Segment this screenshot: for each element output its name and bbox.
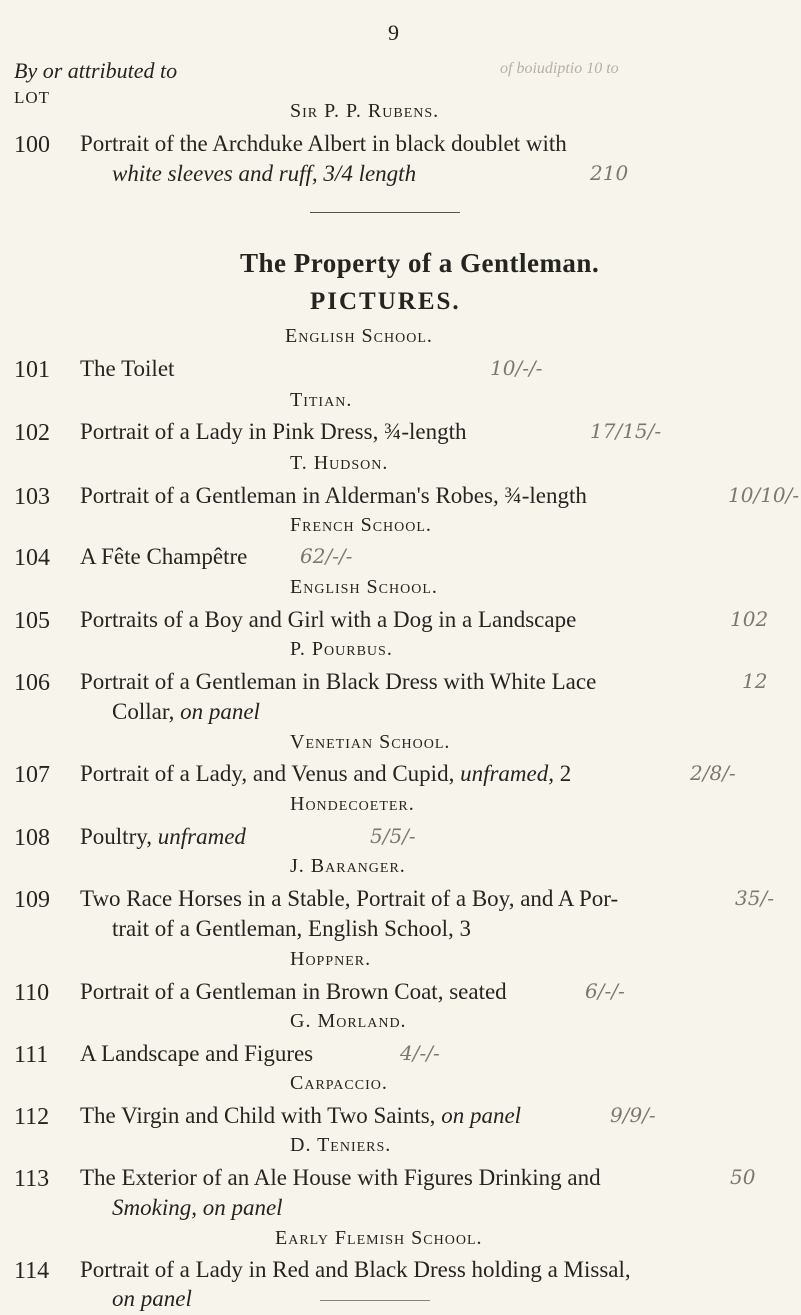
artist-heading: Sir P. P. Rubens. bbox=[290, 100, 440, 122]
handwritten-price: 10/10/- bbox=[728, 483, 800, 507]
lot-number: 112 bbox=[14, 1104, 50, 1130]
artist-heading: English School. bbox=[285, 325, 433, 347]
lot-number: 106 bbox=[14, 670, 50, 696]
lot-description: Portrait of the Archduke Albert in black doublet with bbox=[80, 131, 567, 156]
lot-description-cont: trait of a Gentleman, English School, 3 bbox=[112, 916, 471, 941]
divider bbox=[310, 212, 460, 213]
lot-number: 101 bbox=[14, 357, 50, 383]
lot-description-cont: white sleeves and ruff, 3/4 length bbox=[112, 161, 417, 186]
lot-description: The Exterior of an Ale House with Figures Drinking and bbox=[80, 1165, 601, 1190]
lot-description: The Toilet bbox=[80, 356, 175, 381]
section-subtitle: PICTURES. bbox=[310, 288, 461, 315]
artist-heading: G. Morland. bbox=[290, 1010, 407, 1032]
lot-description: Portrait of a Lady in Pink Dress, ¾-length bbox=[80, 419, 467, 444]
handwritten-price: 6/-/- bbox=[585, 979, 625, 1003]
lot-number: 100 bbox=[14, 132, 50, 158]
artist-heading: D. Teniers. bbox=[290, 1134, 392, 1156]
artist-heading: P. Pourbus. bbox=[290, 638, 393, 660]
handwritten-price: 9/9/- bbox=[610, 1103, 656, 1127]
artist-heading: Venetian School. bbox=[290, 731, 451, 753]
lot-number: 110 bbox=[14, 980, 50, 1006]
lot-description-cont: Collar, on panel bbox=[112, 699, 260, 724]
handwritten-price: 12 bbox=[742, 669, 768, 693]
handwritten-price: 50 bbox=[730, 1165, 756, 1189]
lot-description: Portrait of a Gentleman in Alderman's Robes, ¾-length bbox=[80, 483, 587, 508]
artist-heading: French School. bbox=[290, 514, 432, 536]
header-attribution: By or attributed to bbox=[14, 58, 178, 83]
handwritten-price: 62/-/- bbox=[300, 544, 353, 568]
lot-number: 107 bbox=[14, 762, 50, 788]
lot-description: Poultry, unframed bbox=[80, 824, 246, 849]
lot-number: 104 bbox=[14, 545, 50, 571]
handwritten-price: 5/5/- bbox=[370, 824, 416, 848]
lot-number: 109 bbox=[14, 887, 50, 913]
artist-heading: Hondecoeter. bbox=[290, 793, 415, 815]
lot-column-label: LOT bbox=[14, 88, 51, 107]
lot-description: Two Race Horses in a Stable, Portrait of a Boy, and A Por- bbox=[80, 886, 619, 911]
handwritten-price: 210 bbox=[590, 161, 629, 185]
handwritten-price: 2/8/- bbox=[690, 761, 736, 785]
artist-heading: English School. bbox=[290, 576, 438, 598]
section-title: The Property of a Gentleman. bbox=[240, 248, 600, 278]
handwritten-price: 17/15/- bbox=[590, 419, 662, 443]
lot-description: Portrait of a Gentleman in Black Dress with White Lace bbox=[80, 669, 597, 694]
lot-number: 111 bbox=[14, 1042, 49, 1068]
bleed-through-text: of boiudiptio 10 to bbox=[500, 60, 619, 77]
artist-heading: Carpaccio. bbox=[290, 1072, 388, 1094]
lot-description: The Virgin and Child with Two Saints, on panel bbox=[80, 1103, 522, 1128]
lot-description: Portrait of a Gentleman in Brown Coat, seated bbox=[80, 979, 507, 1004]
lot-description-cont: on panel bbox=[112, 1286, 192, 1311]
lot-description: Portrait of a Lady, and Venus and Cupid, unframed, 2 bbox=[80, 761, 572, 786]
lot-description: A Landscape and Figures bbox=[80, 1041, 314, 1066]
lot-number: 103 bbox=[14, 484, 50, 510]
page-number: 9 bbox=[388, 20, 399, 45]
artist-heading: Titian. bbox=[290, 389, 353, 411]
artist-heading: J. Baranger. bbox=[290, 855, 406, 877]
handwritten-price: 35/- bbox=[735, 886, 774, 910]
handwritten-price: 4/-/- bbox=[400, 1041, 440, 1065]
lot-description: Portrait of a Lady in Red and Black Dress holding a Missal, bbox=[80, 1257, 631, 1282]
lot-description-cont: Smoking, on panel bbox=[112, 1195, 283, 1220]
lot-number: 105 bbox=[14, 608, 50, 634]
artist-heading: T. Hudson. bbox=[290, 452, 389, 474]
lot-number: 108 bbox=[14, 825, 50, 851]
handwritten-price: 10/-/- bbox=[490, 356, 543, 380]
lot-description: Portraits of a Boy and Girl with a Dog in a Landscape bbox=[80, 607, 577, 632]
lot-number: 114 bbox=[14, 1258, 50, 1284]
handwritten-price: 102 bbox=[730, 607, 769, 631]
artist-heading: Hoppner. bbox=[290, 948, 372, 970]
lot-description: A Fête Champêtre bbox=[80, 544, 248, 569]
lot-number: 102 bbox=[14, 420, 50, 446]
pencil-rule bbox=[320, 1300, 430, 1301]
artist-heading: Early Flemish School. bbox=[275, 1227, 483, 1249]
lot-number: 113 bbox=[14, 1166, 50, 1192]
